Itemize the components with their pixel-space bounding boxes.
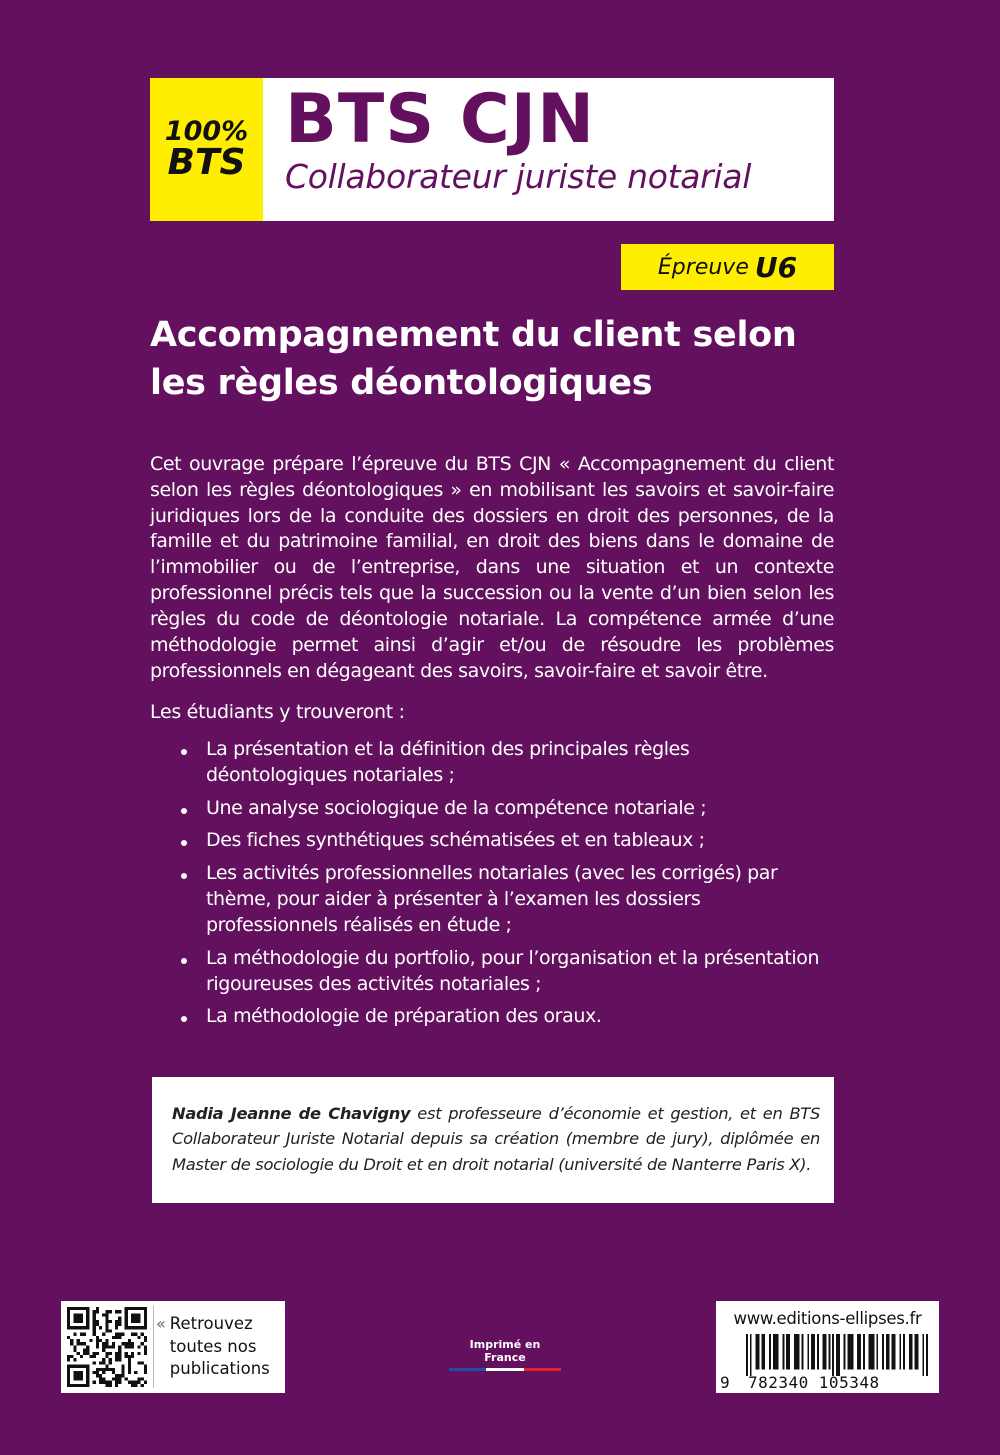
barcode-bar: [848, 1334, 850, 1370]
barcode-bar: [851, 1334, 853, 1370]
barcode-bar: [899, 1334, 901, 1370]
barcode-bar: [886, 1334, 888, 1370]
barcode-bar: [746, 1334, 748, 1376]
barcode-bar: [813, 1334, 815, 1370]
barcode-box: [716, 1301, 939, 1393]
list-item-text: Les activités professionnelles notariales (avec les corrigés) par thème, pour aider à présenter à l’examen les dossiers professionnels réalisés en étude ;: [206, 862, 778, 936]
barcode-bar: [859, 1334, 861, 1370]
list-item-text: Des fiches synthétiques schématisées et en tableaux ;: [206, 829, 705, 852]
barcode-bar: [823, 1334, 825, 1370]
badge-line1: 100%: [164, 116, 249, 147]
barcode-bar: [794, 1334, 796, 1370]
barcode-bar: [786, 1334, 788, 1370]
barcode-bar: [909, 1334, 911, 1370]
qr-divider: [153, 1306, 154, 1388]
flag-white: [486, 1368, 523, 1371]
epreuve-badge: [621, 244, 834, 290]
bullet-icon: [181, 873, 187, 879]
barcode-bar: [894, 1334, 896, 1370]
epreuve-code: U6: [754, 250, 798, 284]
publisher-url[interactable]: www.editions-ellipses.fr: [733, 1309, 922, 1328]
printed-in-france: [448, 1338, 562, 1371]
barcode-bar: [888, 1334, 890, 1370]
barcode-bar: [926, 1334, 928, 1376]
barcode-bar: [761, 1334, 763, 1370]
qr-box[interactable]: [61, 1301, 285, 1393]
badge-line2: BTS: [167, 142, 246, 183]
list-item-text: La méthodologie du portfolio, pour l’organisation et la présentation rigoureuses des activités notariales ;: [206, 946, 820, 995]
bullet-icon: [181, 958, 187, 964]
list-item-text: La méthodologie de préparation des oraux.: [206, 1005, 602, 1028]
barcode-bar: [871, 1334, 873, 1370]
badge-100-bts: [150, 78, 263, 221]
author-bio: est professeure d’économie et gestion, et en BTS Collaborateur Juriste Notarial depuis sa création (membre de jury), diplômée en Master de sociologie du Droit et en droit notarial (université de Nanterre Paris X).: [172, 1104, 820, 1174]
barcode-bar: [828, 1334, 830, 1370]
book-title: Accompagnement du client selon les règles déontologiques: [150, 315, 797, 403]
qr-line1: Retrouvez: [169, 1314, 253, 1334]
french-flag-icon: [449, 1368, 561, 1371]
barcode-bar: [882, 1334, 884, 1370]
header-text: [263, 78, 751, 221]
description: Cet ouvrage prépare l’épreuve du BTS CJN « Accompagnement du client selon les règles déontologiques » en mobilisant les savoirs et savoir-faire juridiques lors de la conduite des dossiers en droit des personnes, de la famille et du patrimoine familial, en droit des biens dans le domaine de l’immobilier ou de l’entreprise, dans une situation et un contexte professionnel précis tels que la succession ou la vente d’un bien selon les règles du code de déontologie notariale. La compétence armée d’une méthodologie permet ainsi d’agir et/ou de résoudre les problèmes professionnels en dégageant des savoirs, savoir-faire et savoir être.: [150, 453, 834, 682]
isbn-group1: 782340: [748, 1373, 809, 1392]
barcode-bar: [922, 1334, 924, 1376]
barcode-bar: [798, 1334, 800, 1370]
barcode-bar: [796, 1334, 798, 1370]
list-item: [150, 828, 834, 854]
barcode-bar: [917, 1334, 919, 1370]
barcode-bar: [863, 1334, 865, 1370]
author-name: Nadia Jeanne de Chavigny: [172, 1104, 411, 1123]
qr-text: [156, 1313, 270, 1380]
barcode-bar: [807, 1334, 809, 1370]
barcode-bar: [838, 1334, 840, 1376]
barcode-bar: [911, 1334, 913, 1370]
qr-line2: toutes nos: [169, 1336, 257, 1356]
bullet-icon: [181, 808, 187, 814]
bullet-icon: [181, 749, 187, 755]
series-subtitle: Collaborateur juriste notarial: [285, 157, 752, 197]
list-item: [150, 737, 834, 789]
header-box: [150, 78, 834, 221]
list-item: [150, 861, 834, 938]
list-item-text: La présentation et la définition des principales règles déontologiques notariales ;: [206, 738, 690, 786]
qr-code-icon[interactable]: [67, 1307, 147, 1387]
bullet-icon: [181, 840, 187, 846]
barcode-bar: [903, 1334, 905, 1370]
barcode-bar: [915, 1334, 917, 1370]
barcode-icon: [746, 1334, 928, 1376]
isbn-group2: 105348: [818, 1373, 880, 1392]
barcode-bar: [825, 1334, 827, 1370]
list-item: [150, 1004, 834, 1030]
barcode-bar: [782, 1334, 784, 1370]
flag-red: [524, 1368, 561, 1371]
isbn-digits: [720, 1373, 934, 1392]
barcode-bar: [832, 1334, 834, 1376]
barcode-bar: [788, 1334, 790, 1370]
barcode-bar: [817, 1334, 819, 1370]
barcode-bar: [775, 1334, 777, 1370]
barcode-bar: [849, 1334, 851, 1370]
barcode-bar: [836, 1334, 838, 1376]
barcode-bar: [811, 1334, 813, 1370]
double-left-chevron-icon: «: [156, 1314, 166, 1334]
flag-blue: [449, 1368, 486, 1371]
barcode-bar: [757, 1334, 759, 1370]
printed-label: Imprimé en France: [469, 1338, 541, 1364]
barcode-bar: [773, 1334, 775, 1370]
bullet-intro: Les étudiants y trouveront :: [150, 701, 405, 723]
barcode-bar: [777, 1334, 779, 1370]
epreuve-label: Épreuve: [657, 254, 749, 280]
author-box: [152, 1077, 834, 1203]
list-item-text: Une analyse sociologique de la compétence notariale ;: [206, 796, 707, 819]
barcode-bar: [857, 1334, 859, 1370]
barcode-bar: [876, 1334, 878, 1370]
barcode-bar: [872, 1334, 874, 1370]
barcode-bar: [844, 1334, 846, 1370]
list-item: [150, 796, 834, 822]
barcode-bar: [756, 1334, 758, 1370]
barcode-bar: [769, 1334, 771, 1370]
series-title: BTS CJN: [285, 80, 595, 159]
list-item: [150, 946, 834, 998]
barcode-bar: [869, 1334, 871, 1370]
barcode-bar: [763, 1334, 765, 1370]
bullet-icon: [181, 1016, 187, 1022]
qr-line3: publications: [169, 1359, 270, 1379]
barcode-bar: [892, 1334, 894, 1370]
barcode-bar: [802, 1334, 804, 1370]
content-list: [150, 737, 834, 1037]
isbn-first: 9: [720, 1373, 731, 1392]
barcode-bar: [750, 1334, 752, 1376]
